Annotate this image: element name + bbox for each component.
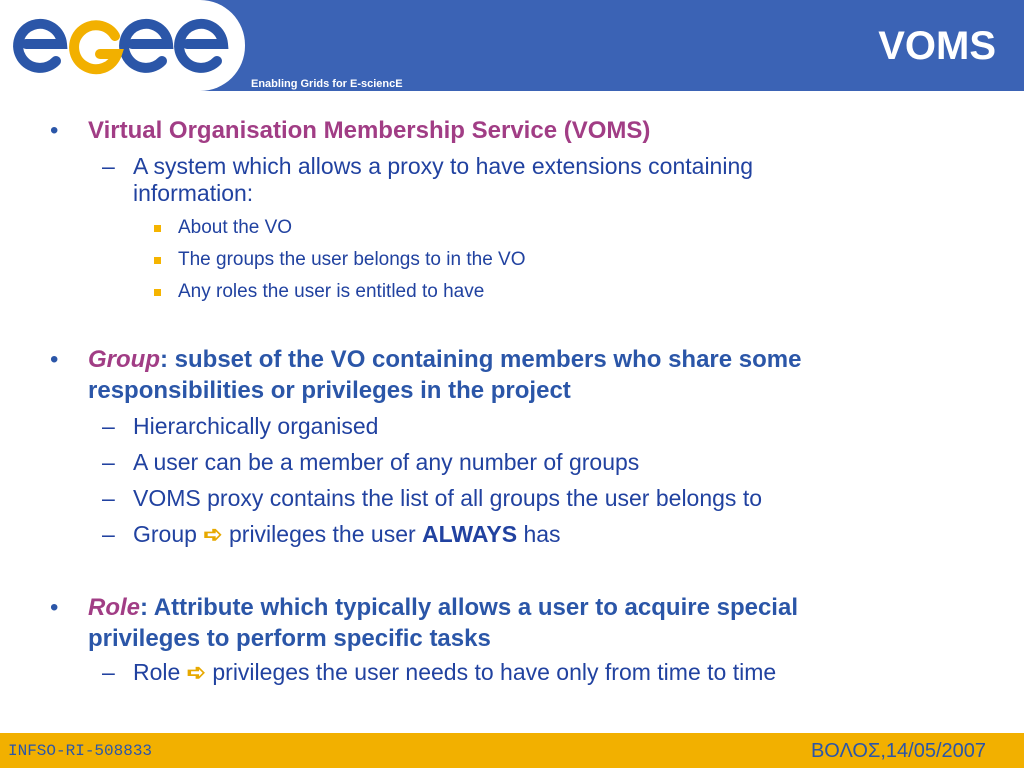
sub-text: A user can be a member of any number of groups — [133, 449, 640, 475]
sub-text-line2: information: — [133, 180, 254, 206]
arrow-icon: ➪ — [186, 659, 206, 685]
location-date: ΒΟΛΟΣ,14/05/2007 — [810, 740, 986, 762]
sub-bullet-role-privileges — [102, 659, 913, 686]
bullet-dot: • — [50, 594, 59, 621]
tagline: Enabling Grids for E-sciencE — [251, 78, 403, 90]
egee-logo — [12, 8, 237, 80]
square-bullet-icon — [154, 257, 161, 264]
sub-text-line1: A system which allows a proxy to have extensions containing — [133, 153, 754, 179]
dash: – — [102, 153, 115, 179]
dash: – — [102, 413, 115, 439]
sub-text-pre: Group — [133, 521, 204, 547]
sub-text-pre: Role — [133, 659, 187, 685]
sub-bullet-hierarchical — [102, 413, 913, 440]
bullet-text-line2: responsibilities or privileges in the project — [88, 377, 571, 404]
sub-text-post: privileges the user needs to have only from time to time — [205, 659, 777, 685]
bullet-role — [50, 592, 988, 654]
square-bullet-icon — [154, 289, 161, 296]
dash: – — [102, 449, 115, 475]
colon: : — [160, 346, 168, 373]
square-bullet-icon — [154, 225, 161, 232]
sub-bullet-member — [102, 449, 913, 476]
arrow-icon: ➪ — [203, 521, 223, 547]
colon: : — [140, 594, 149, 621]
project-id: INFSO-RI-508833 — [8, 742, 153, 760]
sub-text: VOMS proxy contains the list of all groups the user belongs to — [133, 485, 762, 511]
sub-text-post: has — [517, 521, 561, 547]
item-about-vo — [178, 216, 878, 240]
logo-area — [0, 0, 245, 91]
term-role: Role — [88, 594, 141, 621]
sub-bullet-system — [102, 153, 913, 207]
dash: – — [102, 659, 115, 685]
item-text: The groups the user belongs to in the VO — [178, 249, 526, 270]
sub-bullet-proxy — [102, 485, 913, 512]
bullet-dot: • — [50, 346, 59, 373]
bullet-group — [50, 344, 988, 406]
slide-header — [0, 0, 1024, 91]
dash: – — [102, 521, 115, 547]
dash: – — [102, 485, 115, 511]
slide-title: VOMS — [878, 24, 996, 68]
bullet-dot: • — [50, 117, 59, 144]
bullet-text-line1: Attribute which typically allows a user to acquire special — [148, 594, 798, 621]
sub-bullet-group-privileges — [102, 521, 913, 548]
bullet-text-line1: subset of the VO containing members who share some — [168, 346, 802, 373]
item-text: Any roles the user is entitled to have — [178, 281, 485, 302]
sub-text-bold: ALWAYS — [422, 521, 518, 547]
term-group: Group — [88, 346, 160, 373]
sub-text-mid: privileges the user — [222, 521, 423, 547]
item-roles — [178, 280, 878, 304]
bullet-text-line2: privileges to perform specific tasks — [88, 625, 491, 652]
bullet-voms — [50, 115, 988, 146]
item-text: About the VO — [178, 217, 293, 238]
item-groups — [178, 248, 878, 272]
bullet-text: Virtual Organisation Membership Service (VOMS) — [88, 117, 651, 144]
slide-footer — [0, 733, 1024, 768]
sub-text: Hierarchically organised — [133, 413, 379, 439]
